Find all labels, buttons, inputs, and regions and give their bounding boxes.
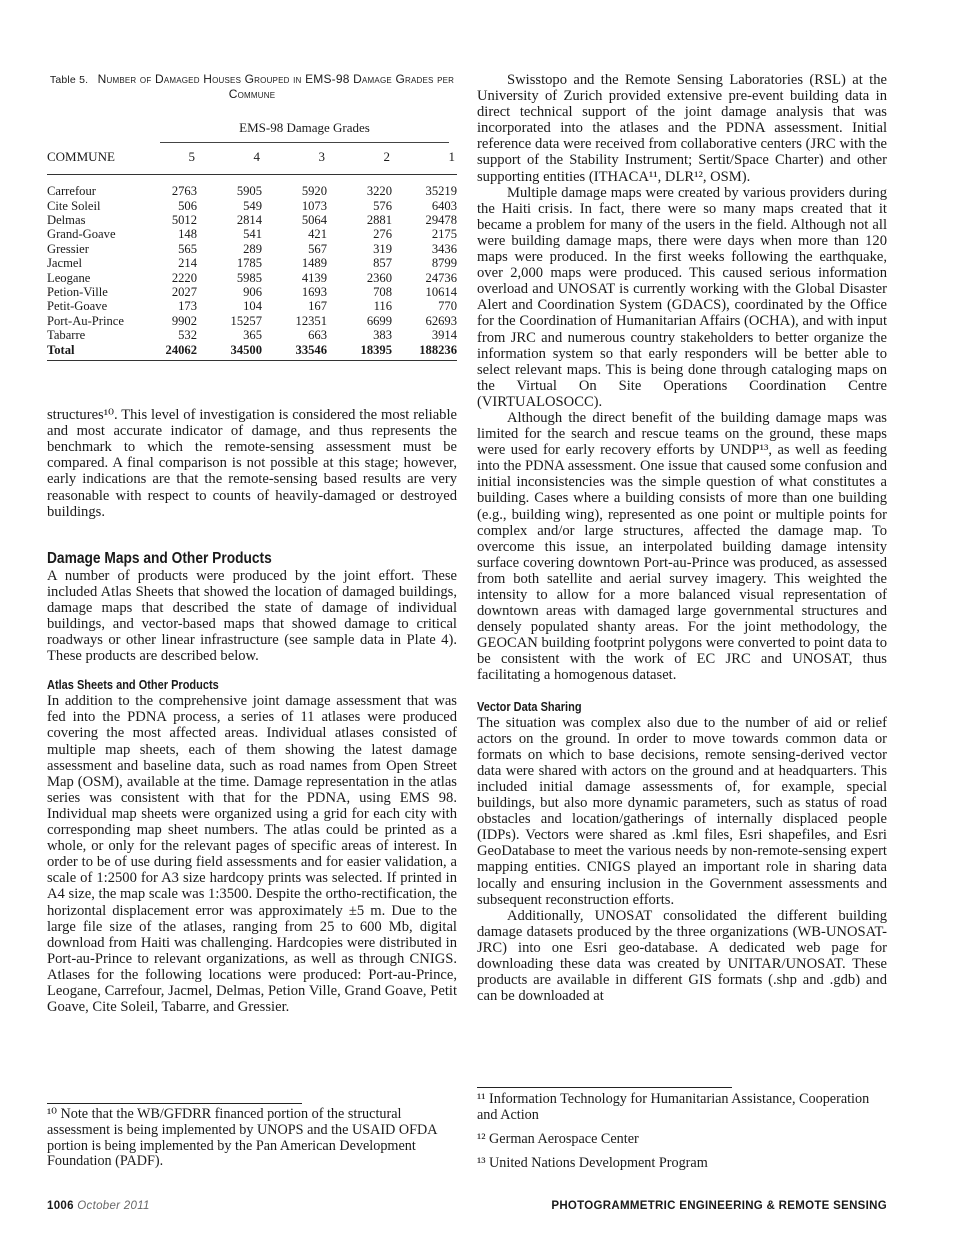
damage-count: 5920 — [301, 184, 327, 199]
column-header-grade: 5 — [132, 149, 197, 175]
damage-count: 532 — [178, 328, 197, 343]
damage-count: 2175 — [431, 227, 457, 242]
table-group-header: EMS-98 Damage Grades — [160, 120, 449, 143]
table-total-row — [47, 343, 457, 361]
footnote-rule — [47, 1103, 302, 1104]
damage-count: 116 — [373, 299, 392, 314]
commune-name: Port-Au-Prince — [47, 313, 124, 328]
paragraph: In addition to the comprehensive joint damage assessment that was fed into the PDNA process, a series of 11 atlases were produced covering the most affected areas. Individual atlases consisted of multiple map sheets, each of them showing the latest damage assessment and baseline data, such as road names from Open Street Map (OSM), available at the time. Damage representation in the atlas series was consistent with that for the PDNA, using EMS 98. Individual map sheets were organized using a grid for each city with corresponding map sheet numbers. The atlas could be printed as a whole, or only for the relevant pages of specific areas of interest. In order to be of use during field assessments and for easier validation, a scale of 1:2500 for A3 size hardcopy prints was selected. If printed in A4 size, the map scale was 1:3500. Despite the ortho-rectification, the horizontal displacement error was approximately ±5 m. Due to the large file size of the atlases, ranging from 25 to 600 Mb, digital download from Haiti was challenging. Hardcopies were distributed in Port-au-Prince to relevant organizations, as well as through CNIGS. Atlases for the following locations were produced: Port-au-Prince, Leogane, Carrefour, Jacmel, Delmas, Petion Ville, Grand Goave, Petit Goave, Cite Soleil, Tabarre, and Gressier. — [47, 693, 457, 1016]
table-row — [47, 256, 457, 270]
damage-count: 567 — [308, 241, 327, 256]
damage-count: 1785 — [236, 256, 262, 271]
damage-count: 24736 — [425, 270, 457, 285]
paragraph: Additionally, UNOSAT consolidated the different building damage datasets produced by the three organizations (WB-UNOSAT-JRC) into one Esri geo-database. A dedicated web page for downloading these data was created by UNITAR/UNOSAT. These products are available in different GIS formats (.shp and .gdb) and can be downloaded at — [477, 907, 887, 1005]
paragraph: Swisstopo and the Remote Sensing Laboratories (RSL) at the University of Zurich provided extensive pre-event building data in direct technical support of the joint damage analysis that was incorporated into the atlases and the PDNA assessment. Initial reference data were received from collaborative centers (JRC with the support of the Stability Instrument; Sertit/Space Charter) and other supporting entities (ITHACA¹¹, DLR¹², OSM). — [477, 72, 887, 185]
damage-count: 29478 — [425, 213, 457, 227]
damage-count: 188236 — [392, 343, 457, 361]
table-row — [47, 314, 457, 328]
commune-name: Total — [47, 343, 132, 361]
damage-count: 2220 — [171, 270, 197, 285]
table-row — [47, 227, 457, 241]
commune-name: Cite Soleil — [47, 198, 101, 213]
damage-count: 148 — [178, 227, 197, 242]
damage-count: 565 — [178, 241, 197, 256]
commune-name: Tabarre — [47, 328, 86, 343]
table-row — [47, 175, 457, 199]
subsection-heading: Atlas Sheets and Other Products — [47, 678, 219, 693]
damage-count: 383 — [373, 328, 392, 343]
damage-count: 5985 — [236, 270, 262, 285]
table-row — [47, 328, 457, 342]
column-header-grade: 2 — [327, 149, 392, 175]
damage-count: 104 — [243, 299, 262, 314]
damage-count: 62693 — [425, 313, 457, 328]
damage-count: 2027 — [171, 285, 197, 300]
damage-count: 1693 — [301, 285, 327, 300]
commune-name: Grand-Goave — [47, 227, 116, 242]
damage-count: 33546 — [262, 343, 327, 361]
damage-count: 708 — [373, 285, 392, 300]
damage-count: 35219 — [425, 184, 457, 199]
damage-count: 541 — [243, 227, 262, 242]
damage-count: 906 — [243, 285, 262, 300]
section-heading: Damage Maps and Other Products — [47, 549, 272, 567]
damage-count: 276 — [373, 227, 392, 242]
table-label: Table 5. — [49, 74, 89, 86]
paragraph: Although the direct benefit of the building damage maps was limited for the search and rescue teams on the ground, these maps were used for early recovery efforts by UNDP¹³, as well as feeding into the PDNA assessment. One issue that caused some confusion and initial inconsistencies was the simple question of what constitutes a building. Cases where a building consists of more than one building (e.g., building wing), represented as one point or multiple points for complex and/or large structures, affected the damage map. To overcome this issue, an interpolated building damage intensity surface covering downtown Port-au-Prince was produced, as assessed from both satellite and aerial survey imagery. This weighted the intensity to allow for a more balanced visual representation of downtown areas with damaged large governmental structures and densely populated shanty areas. For the joint methodology, the GEOCAN building footprint polygons were converted to point data to be consistent with the work of EC JRC and UNOSAT, thus facilitating a homogenous dataset. — [477, 409, 887, 684]
damage-count: 3220 — [366, 184, 392, 199]
damage-count: 1489 — [301, 256, 327, 271]
footnote-12: ¹² German Aerospace Center — [477, 1131, 639, 1147]
damage-count: 12351 — [295, 313, 327, 328]
damage-count: 9902 — [171, 313, 197, 328]
footnote-10: ¹⁰ Note that the WB/GFDRR financed portion of the structural assessment is being implemented by UNOPS and the USAID OFDA portion is being implemented by the Pan American Development Foundation (PADF). — [47, 1106, 437, 1170]
commune-name: Leogane — [47, 270, 91, 285]
damage-count: 2814 — [236, 213, 262, 227]
damage-table — [47, 116, 457, 361]
damage-count: 167 — [308, 299, 327, 314]
footnote-11: ¹¹ Information Technology for Humanitarian Assistance, Cooperation and Action — [477, 1091, 870, 1123]
damage-count: 2360 — [366, 270, 392, 285]
table-row — [47, 242, 457, 256]
damage-count: 549 — [243, 198, 262, 213]
commune-name: Carrefour — [47, 184, 96, 199]
paragraph: structures¹⁰. This level of investigation is considered the most reliable and most accurate indicator of damage, and thus represents the benchmark to which the remote-sensing assessment must be compared. A final comparison is not possible at this stage; however, early indications are that the remote-sensing based results are very reasonable with respect to counts of heavily-damaged or destroyed buildings. — [47, 407, 457, 520]
damage-count: 6699 — [366, 313, 392, 328]
table-row — [47, 271, 457, 285]
damage-count: 3914 — [431, 328, 457, 343]
journal-name: PHOTOGRAMMETRIC ENGINEERING & REMOTE SENSING — [551, 1200, 887, 1212]
damage-count: 365 — [243, 328, 262, 343]
column-header-commune: COMMUNE — [47, 149, 132, 175]
damage-count: 24062 — [132, 343, 197, 361]
paragraph: A number of products were produced by the joint effort. These included Atlas Sheets that showed the location of damaged buildings, damage maps that described the state of damage of individual buildings, and vector-based maps that showed damage to critical roadways or other linear infrastructure (see sample data in Plate 4). These products are described below. — [47, 567, 457, 665]
damage-count: 8799 — [431, 256, 457, 271]
damage-count: 5012 — [171, 213, 197, 227]
column-header-grade: 1 — [392, 149, 457, 175]
damage-count: 18395 — [327, 343, 392, 361]
table-title: Number of Damaged Houses Grouped in EMS-98 Damage Grades per Commune — [97, 72, 455, 101]
damage-count: 319 — [373, 241, 392, 256]
commune-name: Gressier — [47, 241, 89, 256]
damage-count: 5064 — [301, 213, 327, 227]
damage-count: 857 — [373, 256, 392, 271]
paragraph: Multiple damage maps were created by various providers during the Haiti crisis. In fact, there were so many maps created that it became a problem for many of the users in the field. Although not all were building damage maps, there were days when more than 120 maps were produced. In the first weeks following the earthquake, over 2,000 maps were produced. This caused serious information overload and UNOSAT is currently working with the Global Disaster Alert and Coordination System (GDACS), coordinated by the Office for the Coordination of Humanitarian Affairs (OCHA), and with input from JRC and numerous country stakeholders to better organize the information system so that early responders will be better able to select relevant maps. This is being done through cataloging maps on the Virtual On Site Operations Coordination Centre (VIRTUALOSOCC). — [477, 184, 887, 410]
issue-date: October 2011 — [77, 1200, 150, 1212]
page-number: 1006 — [47, 1200, 74, 1212]
commune-name: Petion-Ville — [47, 285, 108, 300]
damage-count: 214 — [178, 256, 197, 271]
damage-count: 4139 — [301, 270, 327, 285]
table-row — [47, 213, 457, 227]
subsection-heading: Vector Data Sharing — [477, 699, 582, 714]
damage-count: 173 — [178, 299, 197, 314]
right-column — [477, 72, 887, 1004]
footnote-13: ¹³ United Nations Development Program — [477, 1155, 708, 1171]
damage-count: 15257 — [230, 313, 262, 328]
damage-count: 6403 — [431, 198, 457, 213]
left-column — [47, 72, 457, 1015]
damage-count: 2881 — [366, 213, 392, 227]
column-header-grade: 4 — [197, 149, 262, 175]
table-row — [47, 299, 457, 313]
damage-count: 34500 — [197, 343, 262, 361]
table-caption — [47, 72, 457, 102]
table-row — [47, 285, 457, 299]
commune-name: Jacmel — [47, 256, 82, 271]
damage-count: 3436 — [431, 241, 457, 256]
commune-name: Petit-Goave — [47, 299, 108, 314]
damage-count: 421 — [308, 227, 327, 242]
damage-count: 770 — [438, 299, 457, 314]
damage-count: 663 — [308, 328, 327, 343]
footnote-rule — [477, 1087, 732, 1088]
damage-count: 1073 — [301, 198, 327, 213]
commune-name: Delmas — [47, 213, 86, 227]
column-header-grade: 3 — [262, 149, 327, 175]
page-footer-left — [47, 1200, 150, 1212]
damage-count: 5905 — [236, 184, 262, 199]
damage-count: 576 — [373, 198, 392, 213]
damage-count: 2763 — [171, 184, 197, 199]
damage-count: 10614 — [425, 285, 457, 300]
damage-count: 506 — [178, 198, 197, 213]
table-row — [47, 199, 457, 213]
damage-count: 289 — [243, 241, 262, 256]
paragraph: The situation was complex also due to the number of aid or relief actors on the ground. In order to move towards common data or formats on which to base decisions, remote sensing-derived vector data were shared with actors on the ground and at headquarters. This included initial damage assessments of, for example, special buildings, but also more dynamic parameters, such as status of road obstacles and location/gatherings of internally displaced people (IDPs). Vectors were shared as .kml files, Esri shapefiles, and Esri GeoDatabase to meet the various needs by non-remote-sensing expert mapping entities. CNIGS played an important role in sharing data locally and ensuring inclusion in the Government assessments and subsequent reconstruction efforts. — [477, 714, 887, 908]
